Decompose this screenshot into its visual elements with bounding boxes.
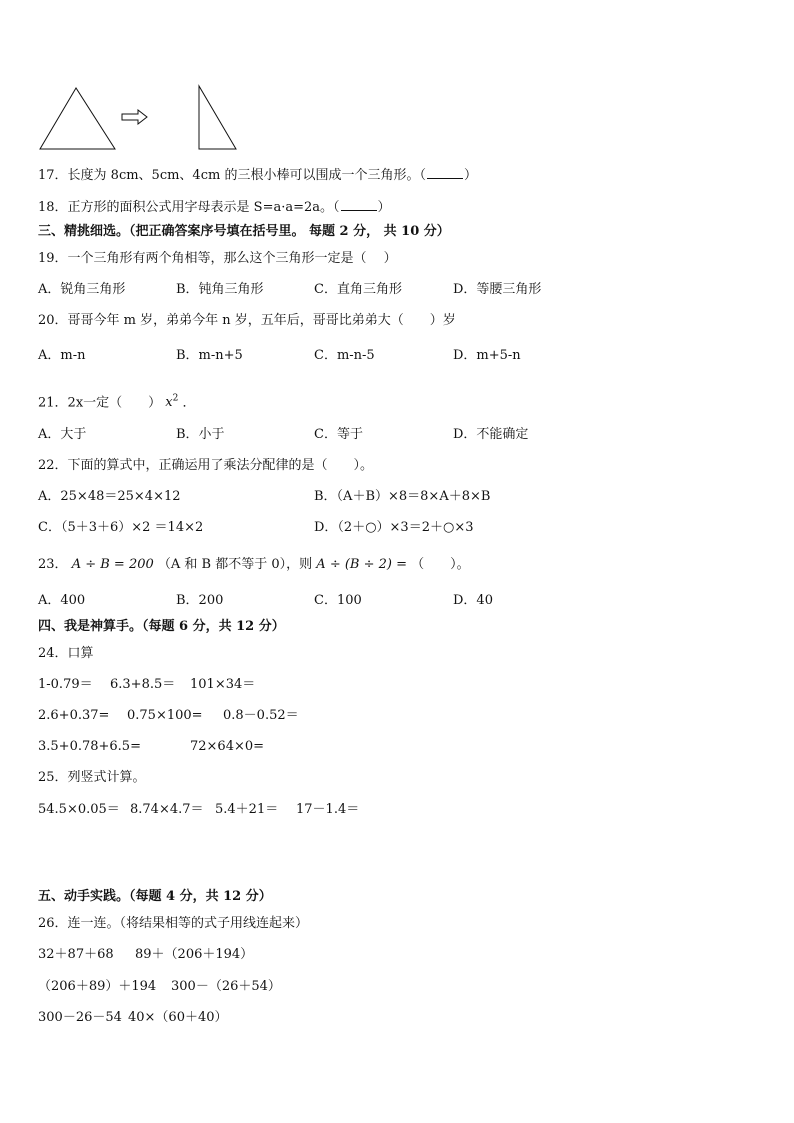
q23-option-d[interactable]: D．40 xyxy=(453,593,493,608)
q19-option-c[interactable]: C．直角三角形 xyxy=(314,282,402,297)
q20-option-c[interactable]: C．m-n-5 xyxy=(314,348,375,363)
question-17-text: 17．长度为 8cm、5cm、4cm 的三根小棒可以围成一个三角形。（ xyxy=(38,168,426,183)
q22-option-a[interactable]: A．25×48＝25×4×12 xyxy=(38,489,181,504)
q25-item: 8.74×4.7＝ xyxy=(130,802,204,817)
q19-option-b[interactable]: B．钝角三角形 xyxy=(176,282,264,297)
q26-left-expression[interactable]: 32＋87＋68 xyxy=(38,947,114,962)
q19-option-a[interactable]: A．锐角三角形 xyxy=(38,282,126,297)
q24-item: 2.6+0.37= xyxy=(38,708,110,723)
q24-item: 6.3+8.5＝ xyxy=(110,677,176,692)
q23-option-c[interactable]: C．100 xyxy=(314,593,362,608)
question-17: 17．长度为 8cm、5cm、4cm 的三根小棒可以围成一个三角形。（ ） xyxy=(38,168,477,183)
q26-right-expression[interactable]: 300－（26＋54） xyxy=(171,979,281,994)
question-26-stem: 26．连一连。（将结果相等的式子用线连起来） xyxy=(38,916,309,931)
q24-item: 3.5+0.78+6.5= xyxy=(38,739,141,754)
q21-option-c[interactable]: C．等于 xyxy=(314,427,363,442)
q20-option-d[interactable]: D．m+5-n xyxy=(453,348,521,363)
question-22-stem: 22．下面的算式中，正确运用了乘法分配律的是（ ）。 xyxy=(38,458,374,473)
q21-option-a[interactable]: A．大于 xyxy=(38,427,87,442)
q24-item: 0.8－0.52＝ xyxy=(223,708,299,723)
equilateral-triangle-figure xyxy=(38,86,118,152)
math-expression-2: A ÷ (B ÷ 2) = xyxy=(316,557,407,572)
question-21-stem: 21．2x一定（ ） $x^2$ ． xyxy=(38,394,196,411)
q19-option-d[interactable]: D．等腰三角形 xyxy=(453,282,542,297)
q25-item: 5.4＋21＝ xyxy=(215,802,279,817)
q26-right-expression[interactable]: 89＋（206＋194） xyxy=(135,947,254,962)
answer-blank-18[interactable] xyxy=(341,198,377,211)
question-20-stem: 20．哥哥今年 m 岁，弟弟今年 n 岁，五年后，哥哥比弟弟大（ ）岁 xyxy=(38,313,456,328)
right-arrow-icon xyxy=(121,109,149,125)
q21-option-b[interactable]: B．小于 xyxy=(176,427,225,442)
q24-item: 1-0.79＝ xyxy=(38,677,93,692)
question-23-stem: 23． A ÷ B = 200 （A 和 B 都不等于 0），则 A ÷ (B ÷ 2) = （ ）。 xyxy=(38,557,470,572)
q23-option-b[interactable]: B．200 xyxy=(176,593,224,608)
q22-option-d[interactable]: D．（2＋○）×3＝2＋○×3 xyxy=(314,520,474,535)
question-18-text: 18．正方形的面积公式用字母表示是 S=a·a=2a。（ xyxy=(38,200,340,215)
q26-right-expression[interactable]: 40×（60＋40） xyxy=(128,1010,228,1025)
question-18: 18．正方形的面积公式用字母表示是 S=a·a=2a。（ ） xyxy=(38,200,391,215)
q23-option-a[interactable]: A．400 xyxy=(38,593,86,608)
section-5-title: 五、动手实践。（每题 4 分，共 12 分） xyxy=(38,889,272,904)
question-19-stem: 19．一个三角形有两个角相等，那么这个三角形一定是（ ） xyxy=(38,251,397,266)
q24-item: 72×64×0= xyxy=(190,739,265,754)
q20-option-a[interactable]: A．m-n xyxy=(38,348,86,363)
q20-option-b[interactable]: B．m-n+5 xyxy=(176,348,243,363)
q26-left-expression[interactable]: （206＋89）＋194 xyxy=(38,979,157,994)
q25-item: 54.5×0.05＝ xyxy=(38,802,120,817)
q24-item: 0.75×100= xyxy=(127,708,203,723)
answer-blank-17[interactable] xyxy=(427,166,463,179)
section-3-title: 三、精挑细选。（把正确答案序号填在括号里。 每题 2 分， 共 10 分） xyxy=(38,224,450,239)
question-24-stem: 24．口算 xyxy=(38,646,94,661)
q24-item: 101×34＝ xyxy=(190,677,256,692)
q22-option-c[interactable]: C．（5＋3＋6）×2 ＝14×2 xyxy=(38,520,204,535)
q26-left-expression[interactable]: 300－26－54 xyxy=(38,1010,122,1025)
math-x-squared: $x^2$ xyxy=(165,394,179,411)
question-25-stem: 25．列竖式计算。 xyxy=(38,770,146,785)
right-triangle-figure xyxy=(196,84,240,152)
q25-item: 17－1.4＝ xyxy=(296,802,360,817)
q22-option-b[interactable]: B．（A＋B）×8＝8×A＋8×B xyxy=(314,489,491,504)
math-expression-1: A ÷ B = 200 xyxy=(71,557,154,572)
section-4-title: 四、我是神算手。（每题 6 分，共 12 分） xyxy=(38,619,285,634)
q21-option-d[interactable]: D．不能确定 xyxy=(453,427,529,442)
